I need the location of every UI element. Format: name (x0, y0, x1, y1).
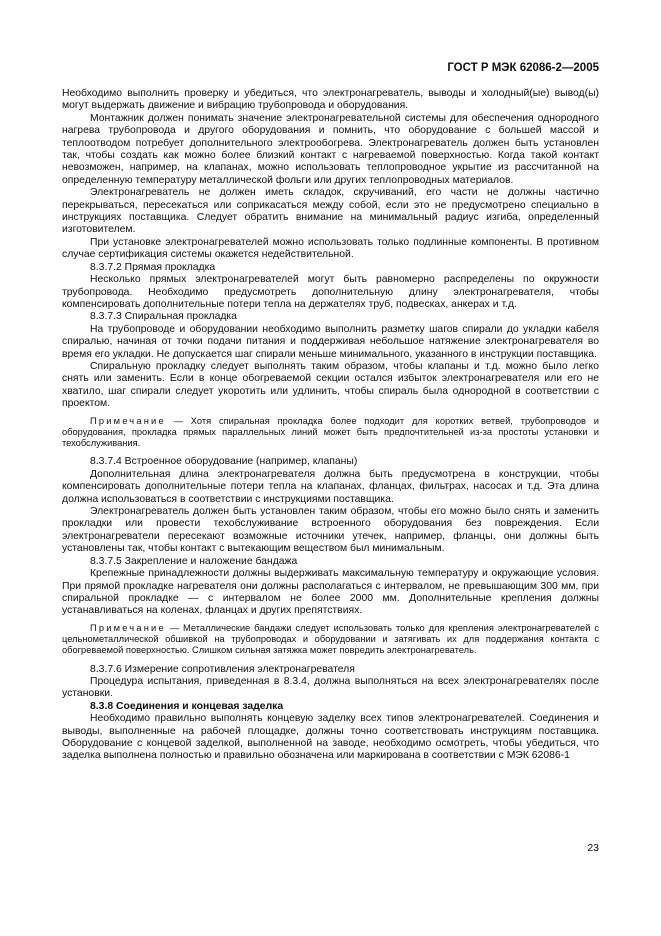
document-body (62, 88, 599, 763)
section-heading: 8.3.8 Соединения и концевая заделка (90, 700, 284, 712)
body-paragraph: Крепежные принадлежности должны выдерживать максимальную температуру и окружающие условия. При прямой прокладке нагревателя они должны располагаться с интервалом, не превышающим 300 мм, при спиральной прокладке — с интервалом не более 2000 мм. Дополнительные крепления должны устанавливаться на коленах, фланцах и других препятствиях. (62, 568, 599, 617)
note-paragraph (62, 416, 599, 450)
body-paragraph: Несколько прямых электронагревателей могут быть равномерно распределены по окружности трубопровода. Необходимо предусмотреть дополнительную длину электронагревателя, чтобы компенсировать дополнительные потери тепла на держателях труб, подвесках, анкерах и т.д. (62, 274, 599, 310)
body-paragraph: Дополнительная длина электронагревателя должна быть предусмотрена в конструкции, чтобы компенсировать дополнительные потери тепла на клапанах, фланцах, фильтрах, насосах и т.д. Эта длина должна использоваться в соответствии с инструкциями поставщика. (62, 468, 599, 505)
section-heading: 8.3.7.3 Спиральная прокладка (90, 311, 237, 323)
body-paragraph: При установке электронагревателей можно использовать только подлинные компоненты. В противном случае сертификация системы окажется недействительной. (62, 236, 599, 261)
body-paragraph: На трубопроводе и оборудовании необходимо выполнить разметку шагов спирали до укладки кабеля спиралью, начиная от точки подачи питания и поддерживая небольшое натяжение электронагревателя во время его укладки. Не допускается шаг спирали меньше минимального, указанного в инструкции поставщика. (62, 323, 599, 360)
note-text: — Металлические бандажи следует использовать только для крепления электронагревателей с цельнометаллической обшивкой на трубопроводах и оборудовании и затягивать их для поддержания контакта с обогреваемой поверхностью. Слишком сильная затяжка может повредить электронагреватель. (62, 622, 599, 656)
body-paragraph: Монтажник должен понимать значение электронагревательной системы для обеспечения однородного нагрева трубопровода и другого оборудования и помнить, что оборудование с большей массой и теплоотводом потребует дополнительного электрообогрева. Электронагреватель должен быть установлен так, чтобы создать как можно более близкий контакт с нагреваемой поверхностью. Когда такой контакт невозможен, например, на клапанах, можно использовать теплопроводное укрытие из рассчитанной на определенную температуру металлической фольги или других теплопроводных материалов. (62, 112, 599, 186)
page-number: 23 (587, 842, 599, 854)
document-header: ГОСТ Р МЭК 62086-2—2005 (447, 62, 599, 74)
body-paragraph: Необходимо выполнить проверку и убедиться, что электронагреватель, выводы и холодный(ые) вывод(ы) могут выдержать движение и вибрацию трубопровода и оборудования. (62, 88, 599, 112)
body-paragraph: Электронагреватель должен быть установлен таким образом, чтобы его можно было снять и заменить прокладки или провести техобслуживание встроенного оборудования без повреждения. Если электронагреватели пересекают возможные источники утечек, например, фланцы, они должны быть установлены так, чтобы контакт с вытекающим веществом был минимальным. (62, 506, 599, 555)
note-label: Примечание (90, 622, 166, 633)
section-heading: 8.3.7.4 Встроенное оборудование (например, клапаны) (90, 456, 358, 468)
body-paragraph: Процедура испытания, приведенная в 8.3.4, должна выполняться на всех электронагревателях после установки. (62, 676, 599, 700)
body-paragraph: Необходимо правильно выполнять концевую заделку всех типов электронагревателей. Соединения и выводы, выполненные на рабочей площадке, должны точно соответствовать инструкциям поставщика. Оборудование с концевой заделкой, выполненной на заводе, необходимо осмотреть, чтобы убедиться, что заделка выполнена полностью и правильно обозначена или маркирована в соответствии с МЭК 62086-1 (62, 713, 599, 762)
section-heading: 8.3.7.5 Закрепление и наложение бандажа (90, 555, 298, 567)
body-paragraph: Электронагреватель не должен иметь складок, скручиваний, его части не должны частично перекрываться, пересекаться или соприкасаться между собой, если это не предусмотрено специально в инструкциях поставщика. Следует обратить внимание на минимальный радиус изгиба, определенный изготовителем. (62, 187, 599, 236)
note-paragraph (62, 623, 599, 657)
section-heading: 8.3.7.6 Измерение сопротивления электронагревателя (90, 663, 355, 675)
body-paragraph: Спиральную прокладку следует выполнять таким образом, чтобы клапаны и т.д. можно было легко снять или заменить. Если в конце обогреваемой секции остался избыток электронагревателя или его не хватило, шаг спирали следует укоротить или удлинить, чтобы спираль была однородной в соответствии с проектом. (62, 360, 599, 410)
note-label: Примечание (90, 415, 166, 426)
note-text: — Хотя спиральная прокладка более подходит для коротких ветвей, трубопроводов и оборудования, прокладка прямых параллельных линий может быть предпочтительней из-за простоты установки и техобслуживания. (62, 415, 599, 449)
section-heading: 8.3.7.2 Прямая прокладка (90, 261, 216, 273)
